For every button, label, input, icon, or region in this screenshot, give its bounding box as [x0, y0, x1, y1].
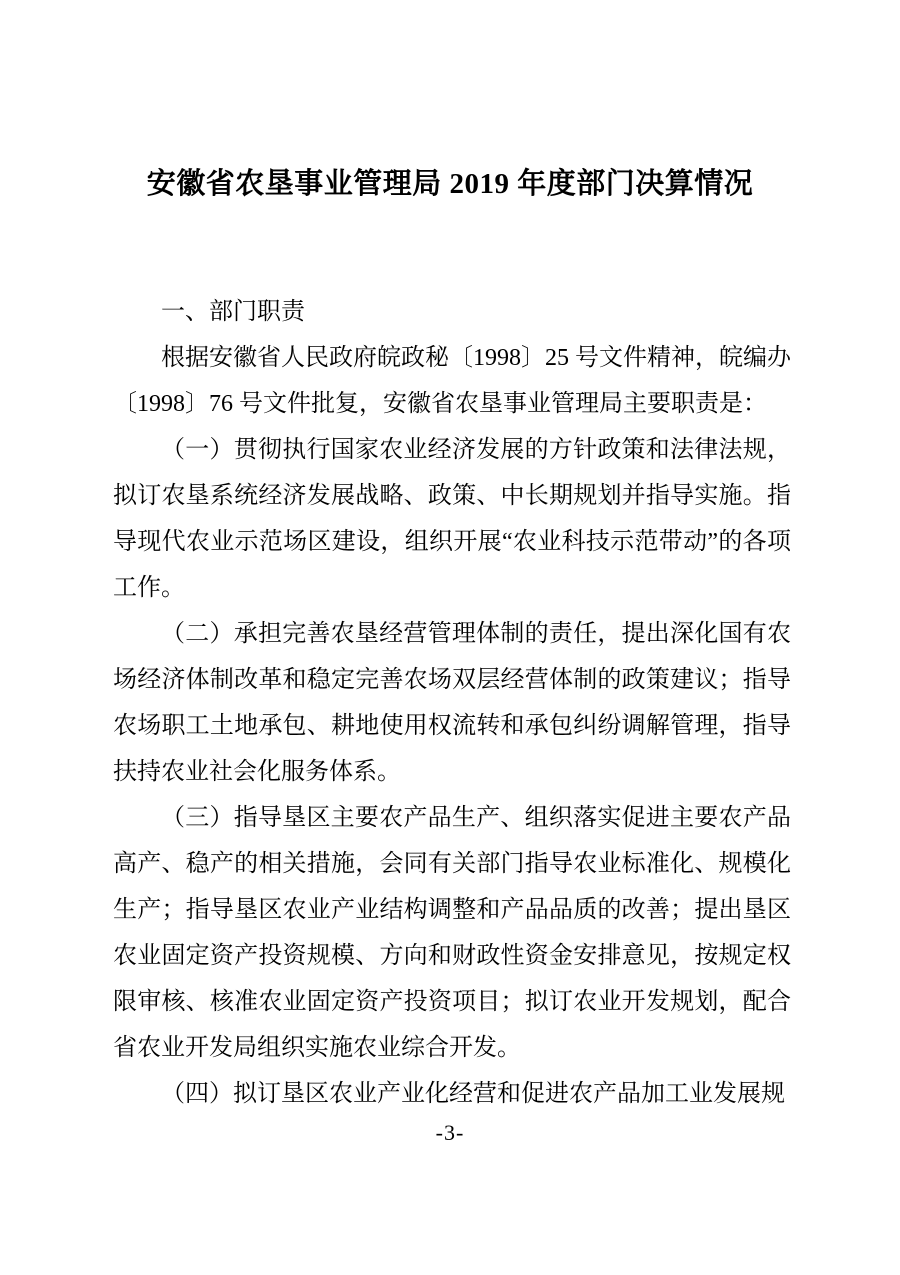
paragraph-duty-3: （三）指导垦区主要农产品生产、组织落实促进主要农产品高产、稳产的相关措施，会同有关部门指导农业标准化、规模化生产；指导垦区农业产业结构调整和产品品质的改善；提出垦区农业固定资产投资规模、方向和财政性资金安排意见，按规定权限审核、核准农业固定资产投资项目；拟订农业开发规划，配合省农业开发局组织实施农业综合开发。 — [113, 805, 791, 1061]
document-body — [113, 289, 791, 1117]
page-number: -3- — [435, 1120, 465, 1145]
paragraph-duty-2: （二）承担完善农垦经营管理体制的责任，提出深化国有农场经济体制改革和稳定完善农场双层经营体制的政策建议；指导农场职工土地承包、耕地使用权流转和承包纠纷调解管理，指导扶持农业社会化服务体系。 — [113, 621, 791, 785]
paragraph-duty-1: （一）贯彻执行国家农业经济发展的方针政策和法律法规，拟订农垦系统经济发展战略、政策、中长期规划并指导实施。指导现代农业示范场区建设，组织开展“农业科技示范带动”的各项工作。 — [113, 437, 791, 601]
document-title: 安徽省农垦事业管理局 2019 年度部门决算情况 — [146, 168, 754, 200]
section-heading: 一、部门职责 — [161, 299, 305, 325]
paragraph-duty-4: （四）拟订垦区农业产业化经营和促进农产品加工业发展规 — [161, 1081, 785, 1107]
paragraph-basis: 根据安徽省人民政府皖政秘〔1998〕25 号文件精神，皖编办〔1998〕76 号文件批复，安徽省农垦事业管理局主要职责是： — [113, 345, 791, 417]
